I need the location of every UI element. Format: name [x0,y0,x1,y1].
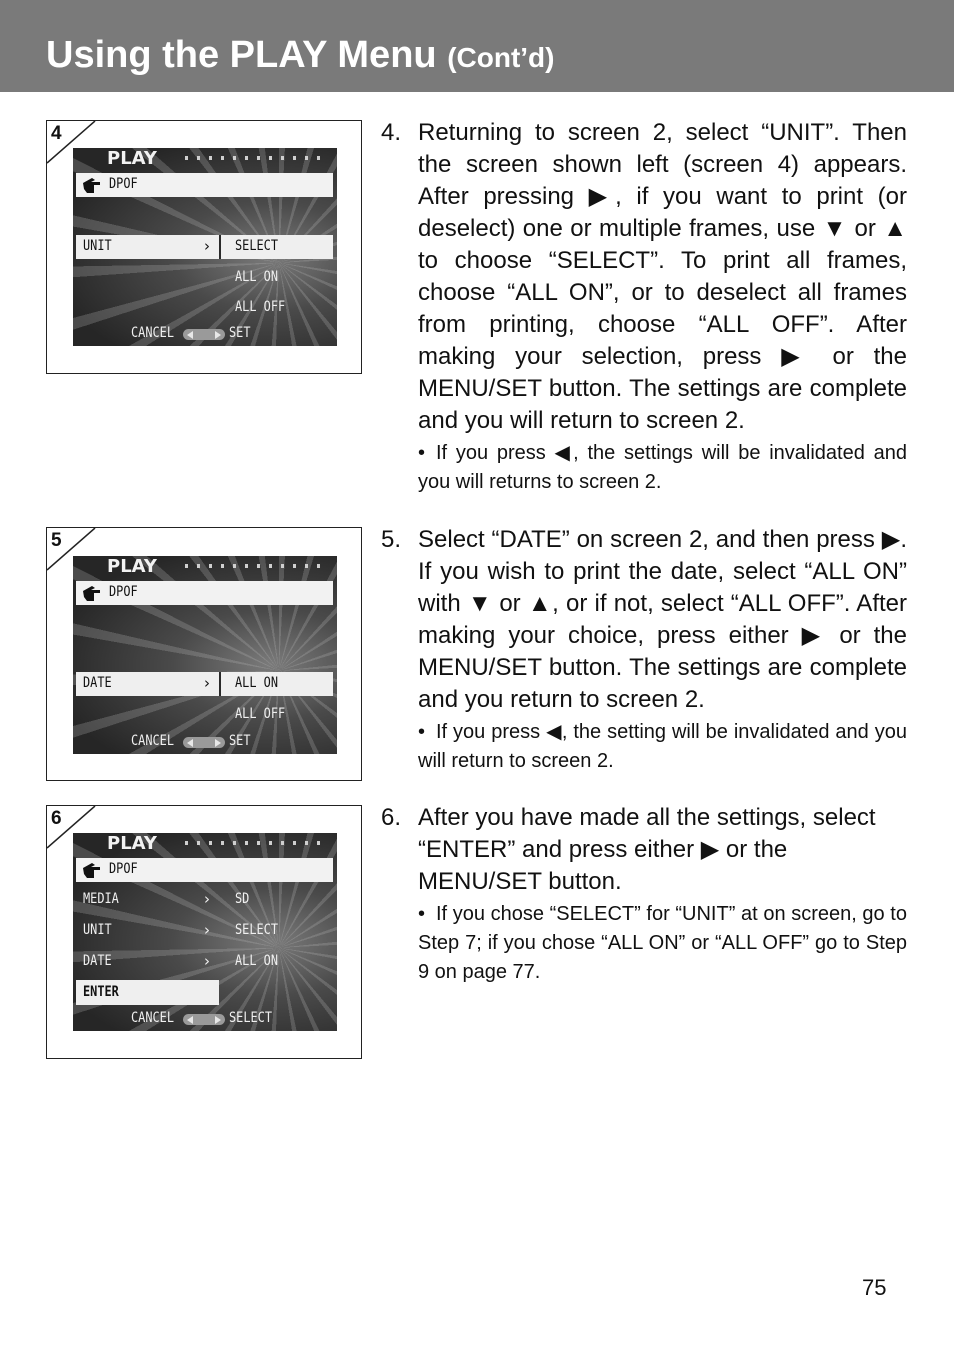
option-all-off[interactable]: ALL OFF [235,706,286,722]
figure-screen-6 [46,805,362,1059]
cancel-label: CANCEL [131,1010,174,1026]
figure-screen-5 [46,527,362,781]
bullet: • [418,442,426,464]
set-label: SET [229,325,251,341]
set-label: SET [229,733,251,749]
camera-screen [73,148,337,346]
page-title [46,34,554,77]
option-all-on[interactable]: ALL ON [235,675,278,691]
media-value: SD [235,891,250,907]
step-note [418,900,907,987]
menu-title: PLAY [107,556,157,577]
step-5 [381,524,907,776]
figure-number: 4 [51,123,62,144]
page-number: 75 [862,1275,887,1300]
page-dots [185,156,329,160]
unit-value: SELECT [235,922,278,938]
dpof-label: DPOF [109,584,138,600]
bullet: • [418,721,426,743]
step-text: After you have made all the settings, select “ENTER” and press either ▶ or the MENU/SET button. [418,804,876,895]
dpof-label: DPOF [109,861,138,877]
note-text: If you press ◀, the setting will be invalidated and you will return to screen 2. [418,721,907,772]
step-4 [381,117,907,497]
step-6 [381,802,907,987]
menu-row-unit[interactable]: UNIT [83,922,112,938]
page-header [0,0,954,92]
screen-footer [73,324,337,344]
print-hand-icon [81,175,103,195]
dpof-label: DPOF [109,176,138,192]
step-number: 4. [381,119,402,146]
title-suffix: (Cont’d) [447,42,555,73]
screen-footer [73,732,337,752]
figure-number: 5 [51,530,62,551]
note-text: If you press ◀, the settings will be invalidated and you will returns to screen 2. [418,442,907,493]
select-label: SELECT [229,1010,272,1026]
chevron-right-icon: › [204,674,210,692]
camera-screen [73,833,337,1031]
title-main: Using the PLAY Menu [46,34,437,76]
bullet: • [418,903,426,925]
page-dots [185,564,329,568]
menu-row-media[interactable]: MEDIA [83,891,119,907]
menu-row-unit[interactable]: UNIT [83,238,112,254]
step-text: Returning to screen 2, select “UNIT”. Then the screen shown left (screen 4) appears. After pressing ▶, if you want to print (or deselect) one or multiple frames, use ▼ or ▲ to choose “SELECT”. To print all frames, choose “ALL ON”, or to deselect all frames from printing, choose “ALL OFF”. After making your selection, press ▶ or the MENU/SET button. The settings are complete and you will return to screen 2. [418,119,907,434]
cancel-label: CANCEL [131,325,174,341]
cancel-label: CANCEL [131,733,174,749]
menu-title: PLAY [107,148,157,169]
left-right-arrows-icon [183,329,225,340]
dpof-tab [76,858,333,882]
chevron-right-icon: › [204,921,210,939]
option-select[interactable]: SELECT [235,238,278,254]
chevron-right-icon: › [204,237,210,255]
step-number: 5. [381,526,402,553]
chevron-right-icon: › [204,890,210,908]
date-value: ALL ON [235,953,278,969]
screen-footer [73,1009,337,1029]
note-text: If you chose “SELECT” for “UNIT” at on screen, go to Step 7; if you chose “ALL ON” or “ALL OFF” go to Step 9 on page 77. [418,903,907,983]
left-right-arrows-icon [183,737,225,748]
menu-title: PLAY [107,833,157,854]
print-hand-icon [81,860,103,880]
step-text: Select “DATE” on screen 2, and then press ▶. If you wish to print the date, select “ALL ON” with ▼ or ▲, or if not, select “ALL OFF”. After making your choice, press either ▶ or the MENU/SET button. The settings are complete and you return to screen 2. [418,526,907,713]
chevron-right-icon: › [204,952,210,970]
step-note [418,718,907,776]
enter-button[interactable]: ENTER [83,984,119,1000]
step-number: 6. [381,804,402,831]
print-hand-icon [81,583,103,603]
page-dots [185,841,329,845]
dpof-tab [76,173,333,197]
figure-number: 6 [51,808,62,829]
dpof-tab [76,581,333,605]
option-all-off[interactable]: ALL OFF [235,299,286,315]
step-note [418,439,907,497]
menu-row-date[interactable]: DATE [83,953,112,969]
left-right-arrows-icon [183,1014,225,1025]
camera-screen [73,556,337,754]
option-all-on[interactable]: ALL ON [235,269,278,285]
menu-row-date[interactable]: DATE [83,675,112,691]
figure-screen-4 [46,120,362,374]
